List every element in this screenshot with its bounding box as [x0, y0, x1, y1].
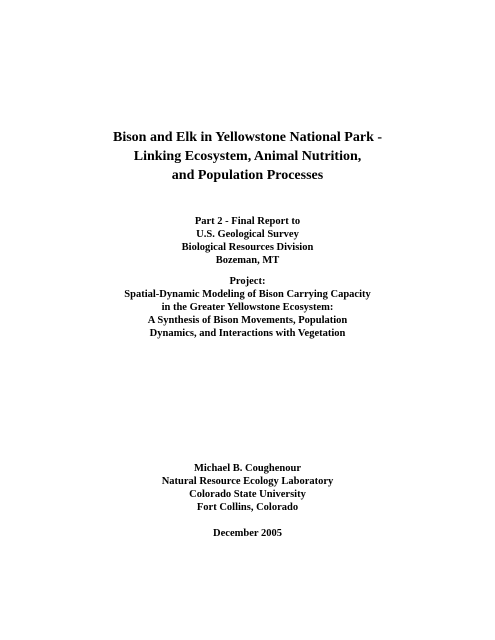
title-line: Linking Ecosystem, Animal Nutrition, [133, 149, 362, 164]
report-title [0, 128, 495, 185]
report-line: Part 2 - Final Report to [194, 216, 301, 227]
author-line: Colorado State University [189, 489, 306, 500]
report-line: U.S. Geological Survey [196, 229, 299, 240]
report-date [0, 527, 495, 540]
report-line: Bozeman, MT [215, 255, 280, 266]
project-line: Spatial-Dynamic Modeling of Bison Carrying Capacity [124, 289, 371, 300]
author-line: Fort Collins, Colorado [196, 502, 299, 513]
author-line: Michael B. Coughenour [193, 463, 302, 474]
project-description [0, 275, 495, 340]
project-line: A Synthesis of Bison Movements, Population [147, 315, 348, 326]
title-line: Bison and Elk in Yellowstone National Park - [112, 130, 383, 145]
title-line: and Population Processes [171, 168, 324, 183]
date-line: December 2005 [213, 528, 282, 539]
author-block [0, 462, 495, 514]
report-line: Biological Resources Division [181, 242, 314, 253]
project-line: Dynamics, and Interactions with Vegetation [149, 328, 346, 339]
author-line: Natural Resource Ecology Laboratory [161, 476, 334, 487]
project-line: Project: [229, 276, 266, 287]
report-recipient [0, 215, 495, 267]
project-line: in the Greater Yellowstone Ecosystem: [161, 302, 334, 313]
